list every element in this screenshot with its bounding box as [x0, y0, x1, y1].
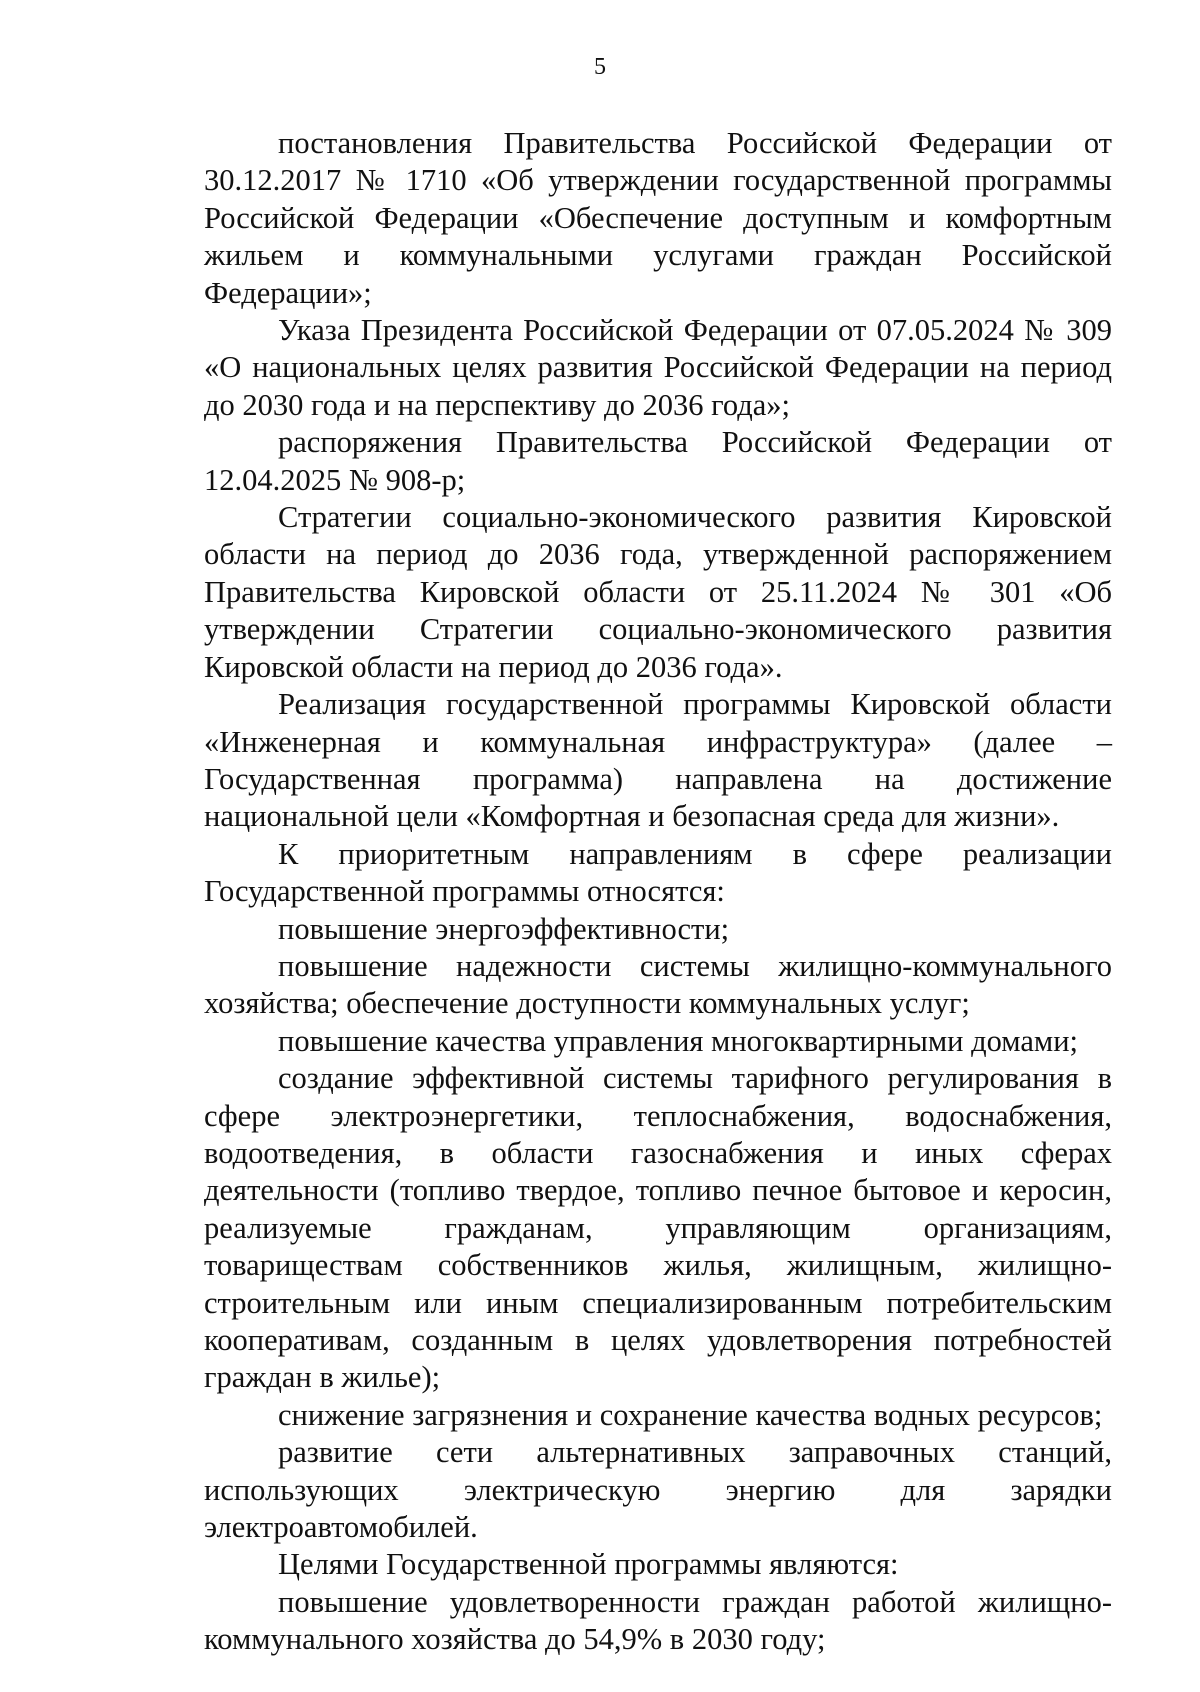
- list-item-apartment-management: повышение качества управления многоквартирными домами;: [278, 1023, 1078, 1058]
- paragraph-government-order-908: распоряжения Правительства Российской Федерации от 12.04.2025 № 908-р;: [204, 425, 1112, 497]
- paragraph-presidential-decree-309: Указа Президента Российской Федерации от 07.05.2024 № 309 «О национальных целях развития Российской Федерации на период до 2030 года и на перспективу до 2036 года»;: [204, 313, 1112, 422]
- list-item-tariff-regulation: создание эффективной системы тарифного регулирования в сфере электроэнергетики, теплоснабжения, водоснабжения, водоотведения, в области газоснабжения и иных сферах деятельности (топливо твердое, топливо печное бытовое и керосин, реализуемые гражданам, управляющим организациям, товариществам собственников жилья, жилищным, жилищно-строительным или иным специализированным потребительским кооперативам, созданным в целях удовлетворения потребностей граждан в жилье);: [204, 1061, 1112, 1395]
- list-item-charging-stations: развитие сети альтернативных заправочных станций, использующих электрическую энергию для зарядки электроавтомобилей.: [204, 1435, 1112, 1545]
- paragraph-government-decree-1710: постановления Правительства Российской Федерации от 30.12.2017 № 1710 «Об утверждении государственной программы Российской Федерации «Обеспечение доступным и комфортным жильем и коммунальными услугами граждан Российской Федерации»;: [204, 126, 1112, 310]
- list-item-housing-reliability: повышение надежности системы жилищно-коммунального хозяйства; обеспечение доступности коммунальных услуг;: [204, 948, 1112, 1021]
- paragraph-kirov-strategy: Стратегии социально-экономического развития Кировской области на период до 2036 года, утвержденной распоряжением Правительства Кировской области от 25.11.2024 № 301 «Об утверждении Стратегии социально-экономического развития Кировской области на период до 2036 года».: [204, 500, 1112, 684]
- paragraph-program-goals-intro: Целями Государственной программы являются:: [278, 1547, 899, 1582]
- document-body: [204, 125, 1112, 1659]
- page-number: 5: [594, 54, 606, 80]
- list-item-citizen-satisfaction: повышение удовлетворенности граждан работой жилищно-коммунального хозяйства до 54,9% в 2030 году;: [204, 1584, 1112, 1657]
- list-item-water-resources: снижение загрязнения и сохранение качества водных ресурсов;: [278, 1397, 1103, 1432]
- paragraph-priority-directions-intro: К приоритетным направлениям в сфере реализации Государственной программы относятся:: [204, 836, 1112, 909]
- list-item-energy-efficiency: повышение энергоэффективности;: [278, 911, 730, 946]
- paragraph-program-implementation: Реализация государственной программы Кировской области «Инженерная и коммунальная инфраструктура» (далее – Государственная программа) направлена на достижение национальной цели «Комфортная и безопасная среда для жизни».: [204, 687, 1112, 834]
